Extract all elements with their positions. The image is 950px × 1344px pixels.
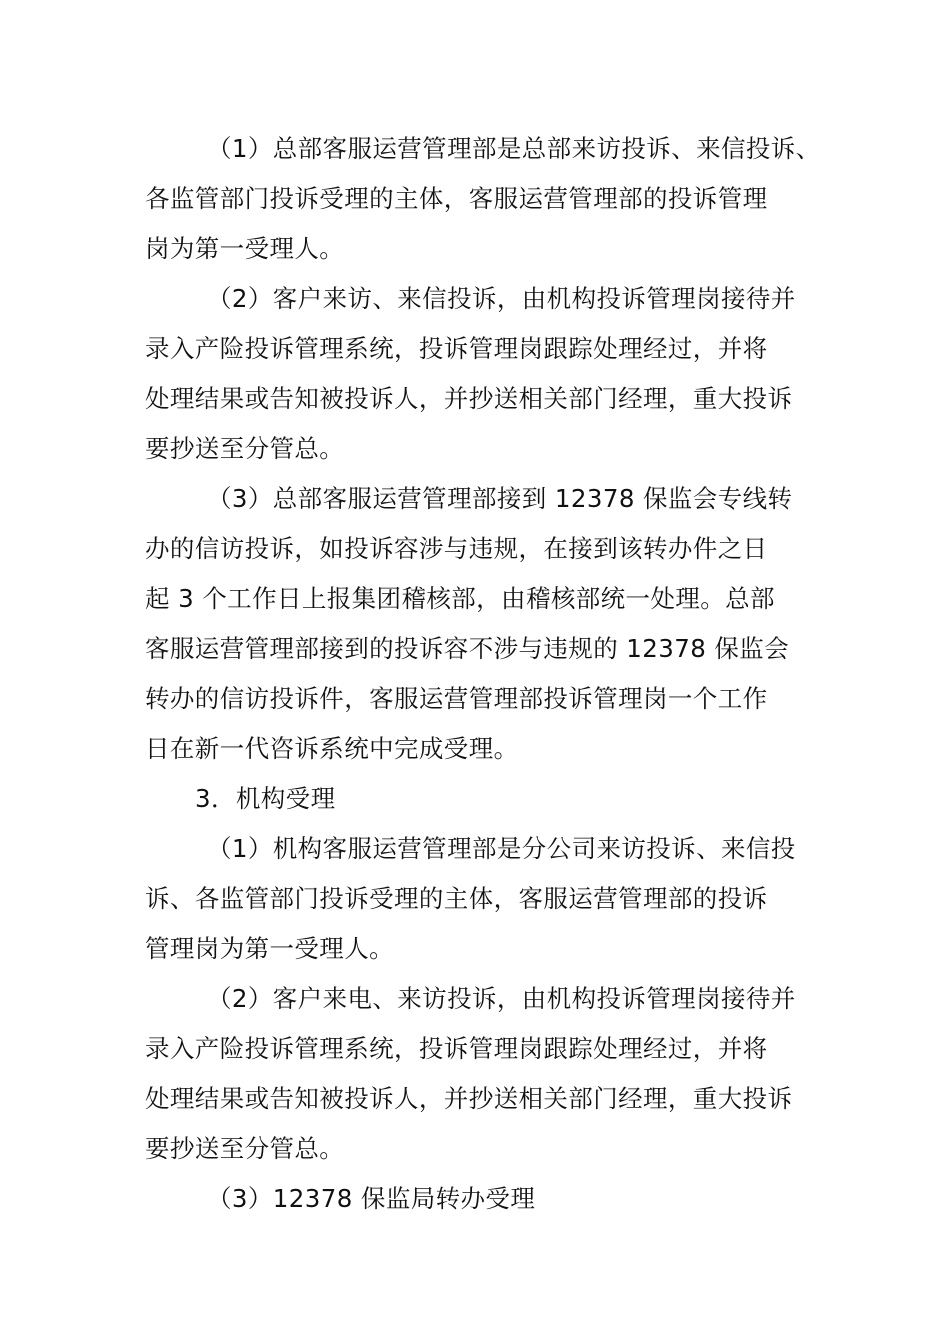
paragraph-line: 录入产险投诉管理系统，投诉管理岗跟踪处理经过，并将 bbox=[145, 1034, 768, 1063]
paragraph-line: （1）机构客服运营管理部是分公司来访投诉、来信投 bbox=[207, 834, 796, 863]
paragraph-line: 管理岗为第一受理人。 bbox=[145, 934, 394, 963]
paragraph-line: 各监管部门投诉受理的主体，客服运营管理部的投诉管理 bbox=[145, 184, 768, 213]
paragraph-line: 要抄送至分管总。 bbox=[145, 434, 345, 463]
paragraph-line: （1）总部客服运营管理部是总部来访投诉、来信投诉、 bbox=[207, 134, 821, 163]
paragraph-line: 录入产险投诉管理系统，投诉管理岗跟踪处理经过，并将 bbox=[145, 334, 768, 363]
paragraph-line: （2）客户来电、来访投诉，由机构投诉管理岗接待并 bbox=[207, 984, 796, 1013]
paragraph-line: （2）客户来访、来信投诉，由机构投诉管理岗接待并 bbox=[207, 284, 796, 313]
paragraph-line: 处理结果或告知被投诉人，并抄送相关部门经理，重大投诉 bbox=[145, 1084, 793, 1113]
paragraph-line: （3）12378 保监局转办受理 bbox=[207, 1184, 536, 1213]
paragraph-line: 岗为第一受理人。 bbox=[145, 234, 345, 263]
paragraph-line: 处理结果或告知被投诉人，并抄送相关部门经理，重大投诉 bbox=[145, 384, 793, 413]
paragraph-line: 办的信访投诉，如投诉容涉与违规，在接到该转办件之日 bbox=[145, 534, 768, 563]
paragraph-line: 诉、各监管部门投诉受理的主体，客服运营管理部的投诉 bbox=[145, 884, 768, 913]
section-heading: 3．机构受理 bbox=[195, 784, 336, 813]
paragraph-line: 日在新一代咨诉系统中完成受理。 bbox=[145, 734, 519, 763]
document-body bbox=[145, 124, 821, 1224]
paragraph-line: （3）总部客服运营管理部接到 12378 保监会专线转 bbox=[207, 484, 793, 513]
paragraph-line: 转办的信访投诉件，客服运营管理部投诉管理岗一个工作 bbox=[145, 684, 768, 713]
paragraph-line: 起 3 个工作日上报集团稽核部，由稽核部统一处理。总部 bbox=[145, 584, 775, 613]
paragraph-line: 客服运营管理部接到的投诉容不涉与违规的 12378 保监会 bbox=[145, 634, 790, 663]
paragraph-line: 要抄送至分管总。 bbox=[145, 1134, 345, 1163]
